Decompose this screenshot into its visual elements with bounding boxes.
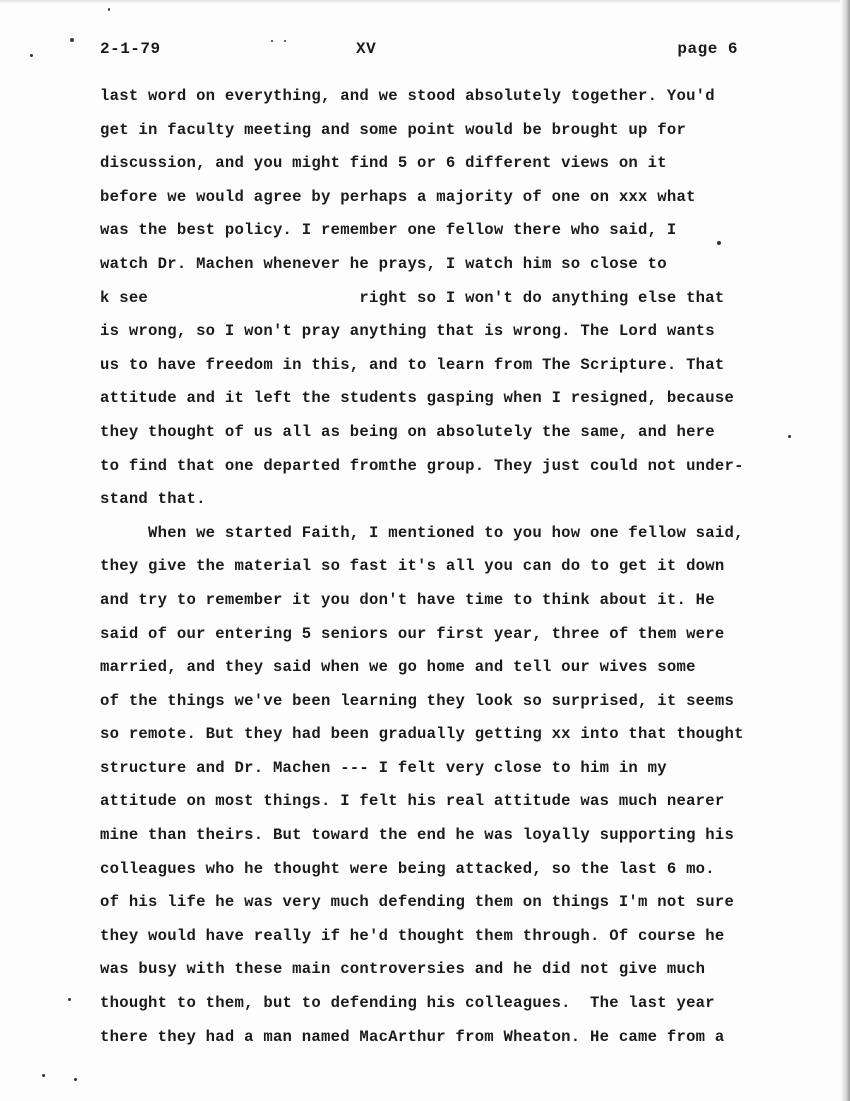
text-line: so remote. But they had been gradually getting xx into that thought [100, 725, 744, 744]
text-line: and try to remember it you don't have time to think about it. He [100, 590, 715, 609]
text-line: thought to them, but to defending his colleagues. The last year [100, 994, 715, 1013]
header-page-number: page 6 [677, 40, 738, 58]
typed-body-text [100, 80, 800, 1054]
text-line: of his life he was very much defending them on things I'm not sure [100, 893, 735, 912]
scan-speck [108, 8, 110, 11]
text-line: married, and they said when we go home and tell our wives some [100, 658, 696, 677]
scan-speck [788, 435, 791, 438]
text-line: was the best policy. I remember one fellow there who said, I [100, 221, 677, 240]
text-line: watch Dr. Machen whenever he prays, I watch him so close to [100, 254, 667, 273]
text-line: attitude on most things. I felt his real attitude was much nearer [100, 792, 725, 811]
text-line: they thought of us all as being on absolutely the same, and here [100, 422, 715, 441]
text-line: to find that one departed fromthe group. They just could not under- [100, 456, 744, 475]
text-line: is wrong, so I won't pray anything that is wrong. The Lord wants [100, 322, 715, 341]
header-date: 2-1-79 [100, 40, 161, 58]
scan-speck [68, 998, 71, 1001]
text-line: attitude and it left the students gasping when I resigned, because [100, 389, 735, 408]
text-line: before we would agree by perhaps a majority of one on xxx what [100, 187, 696, 206]
page-edge-shadow [840, 0, 850, 1101]
scan-speck [30, 54, 33, 57]
text-line: they would have really if he'd thought them through. Of course he [100, 926, 725, 945]
header-chapter: XV [356, 40, 377, 58]
text-line: of the things we've been learning they look so surprised, it seems [100, 691, 735, 710]
text-line: mine than theirs. But toward the end he was loyally supporting his [100, 826, 735, 845]
text-line: colleagues who he thought were being attacked, so the last 6 mo. [100, 859, 715, 878]
page-header [100, 40, 750, 64]
text-line: they give the material so fast it's all you can do to get it down [100, 557, 725, 576]
text-line: structure and Dr. Machen --- I felt very close to him in my [100, 758, 667, 777]
page-top-shadow [0, 0, 850, 4]
text-line: was busy with these main controversies and he did not give much [100, 960, 706, 979]
scan-speck [70, 38, 74, 42]
scan-speck [74, 1078, 77, 1081]
text-line: k see right so I won't do anything else that [100, 288, 725, 307]
text-line: get in faculty meeting and some point would be brought up for [100, 120, 687, 139]
text-line: stand that. [100, 490, 206, 509]
text-line: us to have freedom in this, and to learn from The Scripture. That [100, 355, 725, 374]
text-line: said of our entering 5 seniors our first year, three of them were [100, 624, 725, 643]
scan-speck [42, 1074, 45, 1077]
text-line: last word on everything, and we stood absolutely together. You'd [100, 87, 715, 105]
text-line: discussion, and you might find 5 or 6 different views on it [100, 154, 667, 173]
scan-speck [271, 40, 273, 42]
text-line: there they had a man named MacArthur from Wheaton. He came from a [100, 1027, 725, 1046]
text-line: When we started Faith, I mentioned to you how one fellow said, [100, 523, 744, 542]
scan-speck [284, 40, 286, 42]
scan-speck [717, 241, 721, 245]
